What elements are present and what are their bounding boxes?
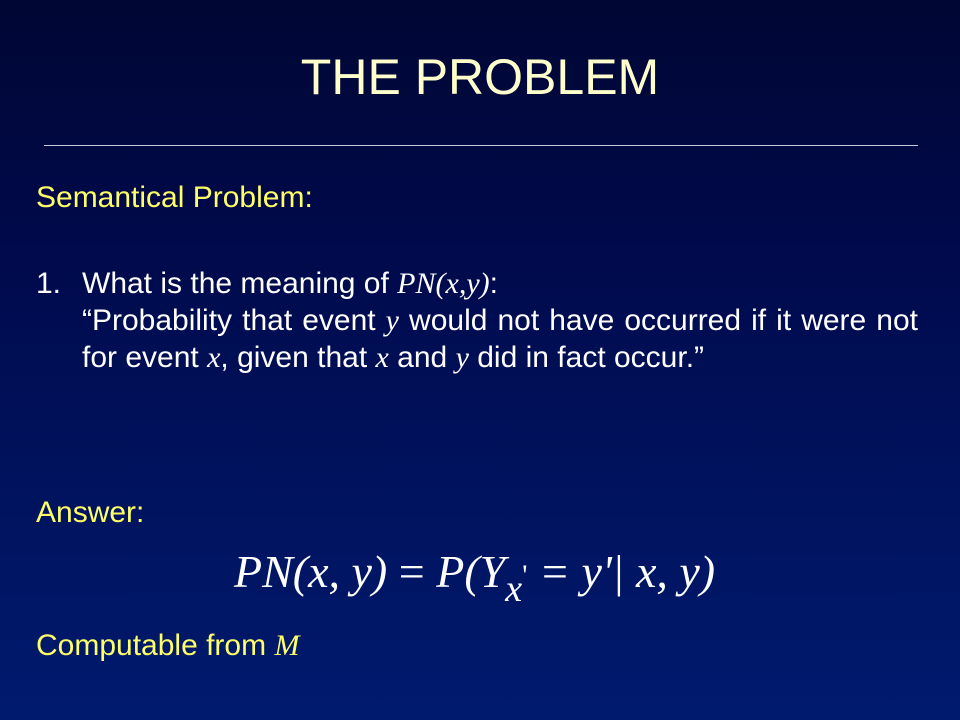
formula-sub-base: x (505, 568, 523, 610)
formula-sub-prime: ' (522, 559, 528, 592)
item-number: 1. (36, 267, 62, 300)
title-divider (44, 145, 918, 146)
item-body (82, 265, 918, 376)
formula-rhs-start: P(Y (436, 546, 506, 597)
question-text: What is the meaning of (82, 267, 398, 300)
var-y: y (385, 304, 399, 337)
section-heading: Semantical Problem: (36, 181, 313, 214)
computable-line (36, 631, 299, 661)
item-quote (82, 302, 918, 376)
answer-label: Answer: (36, 496, 145, 529)
computable-text: Computable from (36, 629, 275, 662)
slide-title: THE PROBLEM (300, 49, 660, 105)
quote-open: “Probability that event (82, 304, 386, 337)
var-x-2: x (375, 341, 389, 374)
question-end: : (489, 267, 498, 300)
formula-subscript (505, 557, 527, 624)
item-question (82, 265, 918, 302)
var-y-2: y (455, 341, 469, 374)
quote-mid-2: , given that (220, 341, 376, 374)
list-item (36, 265, 918, 376)
quote-end: did in fact occur.” (468, 341, 705, 374)
formula-eq: = (387, 546, 437, 597)
computable-math: M (274, 629, 300, 662)
formula (234, 540, 734, 610)
question-math: PN(x,y) (397, 267, 490, 300)
formula-lhs: PN(x, y) (234, 546, 388, 597)
quote-mid-1: would not have occurred if it were not for event (82, 304, 918, 374)
quote-mid-3: and (388, 341, 456, 374)
var-x: x (207, 341, 221, 374)
formula-rhs-mid: = y'| x, y) (527, 546, 716, 597)
